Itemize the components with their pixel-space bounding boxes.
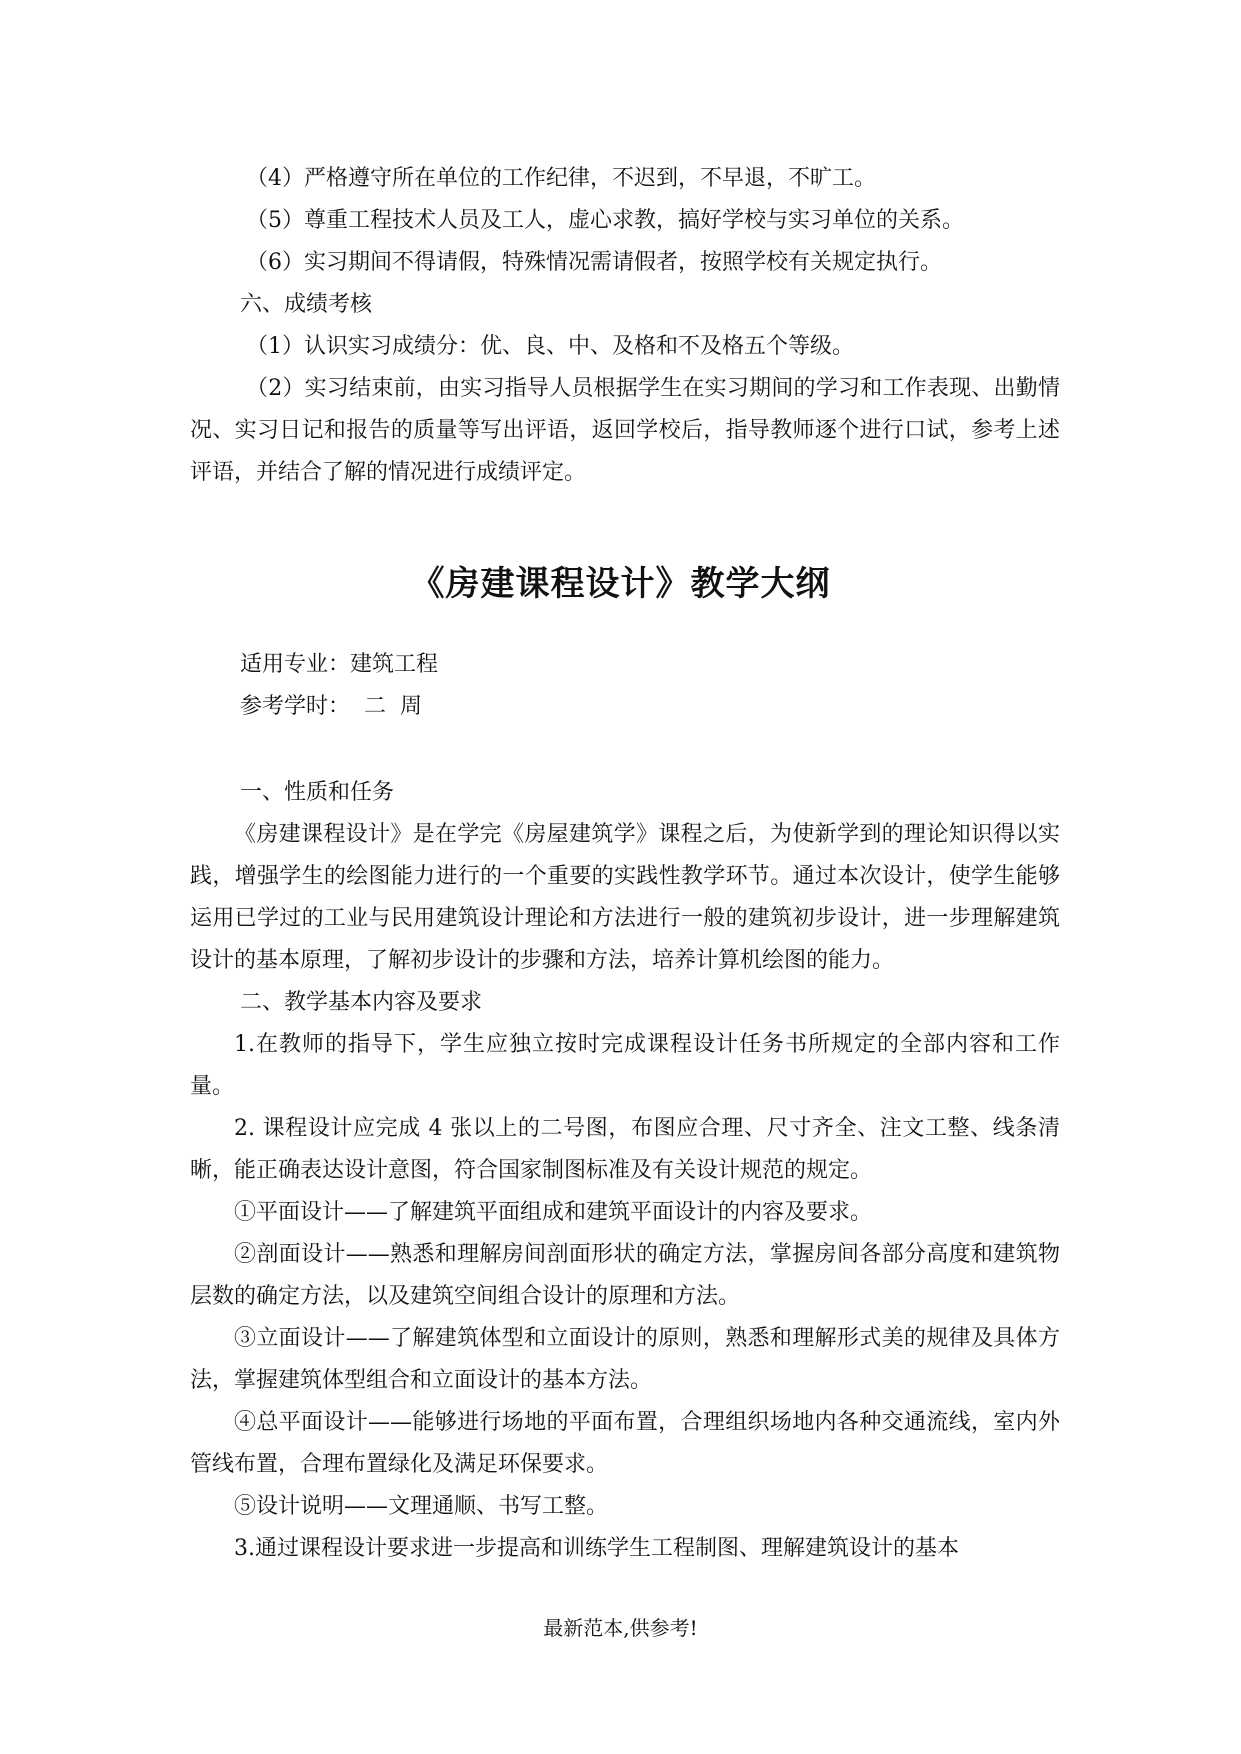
sub-item-notes: ⑤设计说明——文理通顺、书写工整。 bbox=[234, 1494, 609, 1519]
syllabus-title: 《房建课程设计》教学大纲 bbox=[410, 564, 831, 604]
major-line bbox=[240, 644, 438, 686]
rule-item-4: （4）严格遵守所在单位的工作纪律，不迟到，不早退，不旷工。 bbox=[246, 166, 876, 191]
hours-line bbox=[240, 686, 438, 728]
requirement-2: 2. 课程设计应完成 4 张以上的二号图，布图应合理、尺寸齐全、注文工整、线条清晰，能正确表达设计意图，符合国家制图标准及有关设计规范的规定。 bbox=[190, 1116, 1060, 1183]
requirement-1: 1.在教师的指导下，学生应独立按时完成课程设计任务书所规定的全部内容和工作量。 bbox=[190, 1032, 1060, 1099]
hours-value: 二 周 bbox=[350, 694, 422, 719]
syllabus-body bbox=[190, 772, 1060, 1570]
hours-label: 参考学时： bbox=[240, 694, 351, 719]
requirement-3: 3.通过课程设计要求进一步提高和训练学生工程制图、理解建筑设计的基本 bbox=[234, 1536, 959, 1561]
grading-heading: 六、成绩考核 bbox=[240, 292, 373, 317]
grading-item-1: （1）认识实习成绩分：优、良、中、及格和不及格五个等级。 bbox=[246, 334, 854, 359]
grading-item-2: （2）实习结束前，由实习指导人员根据学生在实习期间的学习和工作表现、出勤情况、实习日记和报告的质量等写出评语，返回学校后，指导教师逐个进行口试，参考上述评语，并结合了解的情况进行成绩评定。 bbox=[190, 376, 1060, 485]
sub-item-site-plan: ④总平面设计——能够进行场地的平面布置，合理组织场地内各种交通流线，室内外管线布置，合理布置绿化及满足环保要求。 bbox=[190, 1410, 1060, 1477]
rule-item-6: （6）实习期间不得请假，特殊情况需请假者，按照学校有关规定执行。 bbox=[246, 250, 942, 275]
section1-body: 《房建课程设计》是在学完《房屋建筑学》课程之后，为使新学到的理论知识得以实践，增强学生的绘图能力进行的一个重要的实践性教学环节。通过本次设计，使学生能够运用已学过的工业与民用建筑设计理论和方法进行一般的建筑初步设计，进一步理解建筑设计的基本原理，了解初步设计的步骤和方法，培养计算机绘图的能力。 bbox=[190, 822, 1060, 973]
syllabus-meta bbox=[240, 644, 438, 728]
sub-item-section: ②剖面设计——熟悉和理解房间剖面形状的确定方法，掌握房间各部分高度和建筑物层数的确定方法，以及建筑空间组合设计的原理和方法。 bbox=[190, 1242, 1060, 1309]
section2-heading: 二、教学基本内容及要求 bbox=[240, 990, 483, 1015]
rule-item-5: （5）尊重工程技术人员及工人，虚心求教，搞好学校与实习单位的关系。 bbox=[246, 208, 964, 233]
page-footer: 最新范本,供参考! bbox=[543, 1616, 698, 1640]
major-label: 适用专业： bbox=[240, 652, 351, 677]
top-section bbox=[190, 158, 1060, 494]
section1-heading: 一、性质和任务 bbox=[240, 780, 395, 805]
major-value: 建筑工程 bbox=[350, 652, 439, 677]
sub-item-elevation: ③立面设计——了解建筑体型和立面设计的原则，熟悉和理解形式美的规律及具体方法，掌握建筑体型组合和立面设计的基本方法。 bbox=[190, 1326, 1060, 1393]
sub-item-plan: ①平面设计——了解建筑平面组成和建筑平面设计的内容及要求。 bbox=[234, 1200, 873, 1225]
